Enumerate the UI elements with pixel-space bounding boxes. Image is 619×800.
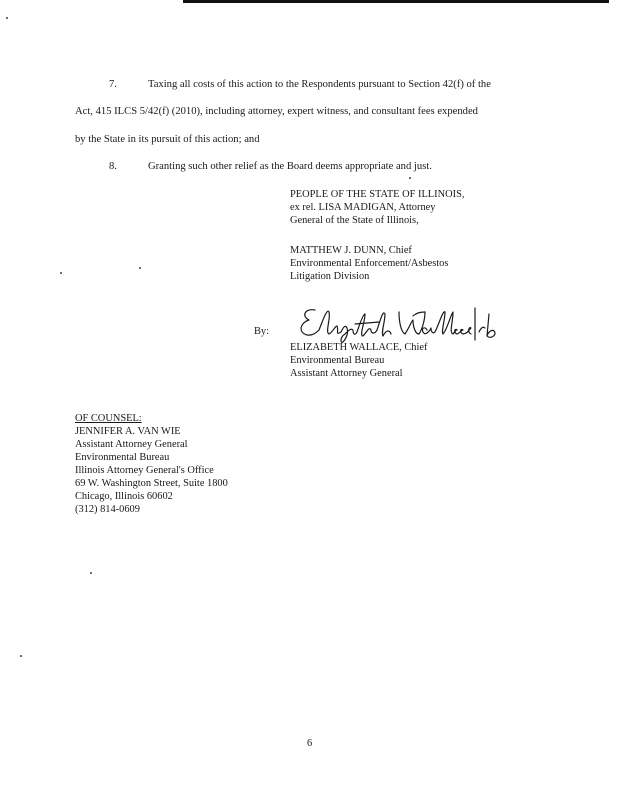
chief-line: Environmental Enforcement/Asbestos <box>290 258 449 269</box>
signer-block <box>290 341 427 380</box>
counsel-line: (312) 814-0609 <box>75 504 140 515</box>
signer-title-line: Assistant Attorney General <box>290 368 403 379</box>
scan-speck <box>20 655 22 657</box>
chief-line: MATTHEW J. DUNN, Chief <box>290 245 412 256</box>
counsel-line: Assistant Attorney General <box>75 439 188 450</box>
handwritten-signature <box>295 302 500 346</box>
item-7-line-3: by the State in its pursuit of this action; and <box>75 134 260 145</box>
chief-line: Litigation Division <box>290 271 370 282</box>
scan-speck <box>60 272 62 274</box>
counsel-line: JENNIFER A. VAN WIE <box>75 426 181 437</box>
scan-edge-line <box>183 0 609 3</box>
item-7-line-2: Act, 415 ILCS 5/42(f) (2010), including attorney, expert witness, and consultant fees expended <box>75 106 478 117</box>
scan-speck <box>409 177 411 179</box>
party-block <box>290 188 464 227</box>
counsel-line: Chicago, Illinois 60602 <box>75 491 173 502</box>
counsel-line: 69 W. Washington Street, Suite 1800 <box>75 478 228 489</box>
scan-speck <box>6 17 8 19</box>
party-line: PEOPLE OF THE STATE OF ILLINOIS, <box>290 189 465 200</box>
by-label: By: <box>254 326 270 337</box>
signer-title-line: Environmental Bureau <box>290 355 385 366</box>
counsel-block <box>75 412 228 516</box>
party-line: General of the State of Illinois, <box>290 215 419 226</box>
party-line: ex rel. LISA MADIGAN, Attorney <box>290 202 436 213</box>
item-8-number: 8. <box>109 161 117 172</box>
item-7-line-1: Taxing all costs of this action to the Respondents pursuant to Section 42(f) of the <box>148 79 491 90</box>
counsel-line: Illinois Attorney General's Office <box>75 465 214 476</box>
chief-block <box>290 244 448 283</box>
counsel-line: Environmental Bureau <box>75 452 170 463</box>
scan-speck <box>139 267 141 269</box>
scan-speck <box>90 572 92 574</box>
page-number: 6 <box>307 738 313 749</box>
item-7-number: 7. <box>109 79 117 90</box>
counsel-heading: OF COUNSEL: <box>75 413 142 424</box>
item-8-line-1: Granting such other relief as the Board deems appropriate and just. <box>148 161 432 172</box>
signer-name: ELIZABETH WALLACE, Chief <box>290 342 428 353</box>
